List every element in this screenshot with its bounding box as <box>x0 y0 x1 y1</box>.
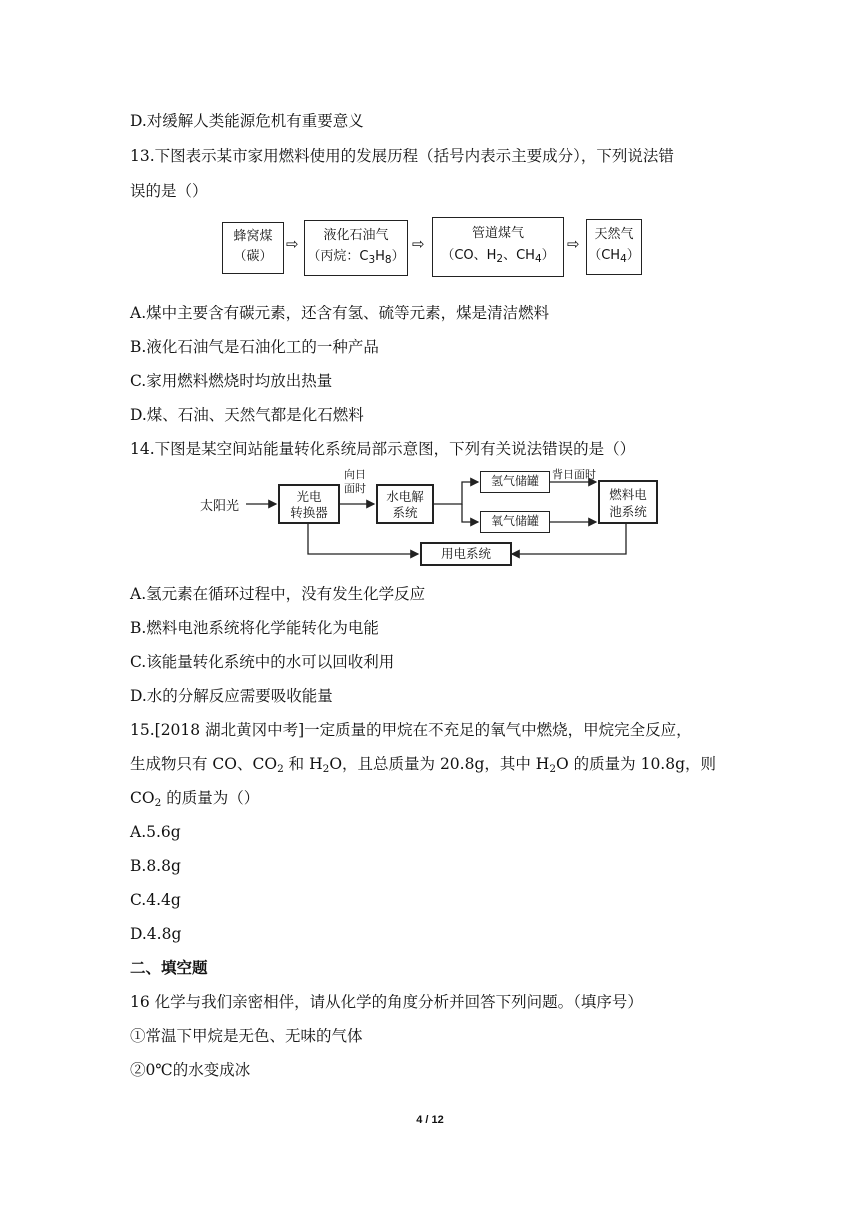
subscript: 4 <box>620 253 627 265</box>
q15-stem-cont <box>130 753 716 780</box>
oxygen-tank-box: 氧气储罐 <box>480 511 550 533</box>
q16-item-1: ①常温下甲烷是无色、无味的气体 <box>130 1027 363 1045</box>
q13-stem-cont: 误的是（） <box>130 182 208 200</box>
q16-item-2: ②0℃的水变成冰 <box>130 1061 251 1079</box>
pv-converter-label-1: 光电 <box>296 489 322 504</box>
q15-text-2: 和 H <box>283 755 323 773</box>
page-number: 4 / 12 <box>416 1114 444 1126</box>
pv-converter-box <box>278 484 340 524</box>
fuel-cell-label-2: 池系统 <box>609 504 647 519</box>
q13-stem: 13.下图表示某市家用燃料使用的发展历程（括号内表示主要成分），下列说法错 <box>130 147 674 165</box>
fuel-box-lpg-name: 液化石油气 <box>323 228 389 243</box>
q15-option-d: D.4.8g <box>130 925 182 943</box>
q15-stem-end <box>130 787 259 814</box>
q15-option-b: B.8.8g <box>130 857 181 875</box>
sunward-label-1: 向日 <box>344 468 366 481</box>
q14-option-d: D.水的分解反应需要吸收能量 <box>130 687 333 705</box>
q14-stem: 14.下图是某空间站能量转化系统局部示意图，下列有关说法错误的是（） <box>130 440 636 458</box>
fuel-box-natural-gas <box>586 219 642 275</box>
subscript: 2 <box>277 763 284 775</box>
arrow-right-icon: ⇨ <box>567 235 580 253</box>
electrolysis-label-2: 系统 <box>392 505 418 520</box>
fuel-cell-box <box>598 480 658 524</box>
sunlight-label: 太阳光 <box>200 499 240 514</box>
fuel-cell-label-1: 燃料电 <box>609 487 647 502</box>
station-diagram <box>198 466 647 570</box>
q16-stem: 16 化学与我们亲密相伴，请从化学的角度分析并回答下列问题。（填序号） <box>130 993 643 1011</box>
fuel-box-town-gas-name: 管道煤气 <box>471 226 524 241</box>
sunward-label <box>344 468 366 496</box>
formula-part: ） <box>541 248 555 263</box>
formula-part: 、CH <box>503 248 535 263</box>
q15-option-a: A.5.6g <box>130 823 181 841</box>
q13-option-c: C.家用燃料燃烧时均放出热量 <box>130 372 333 390</box>
formula-part: ） <box>626 248 640 263</box>
pv-converter-label-2: 转换器 <box>290 505 328 520</box>
sunward-label-2: 面时 <box>344 482 366 495</box>
fuel-box-town-gas-component: （CO、H <box>441 248 497 263</box>
section-heading: 二、填空题 <box>130 958 208 977</box>
arrow-right-icon: ⇨ <box>286 235 299 253</box>
power-use-box: 用电系统 <box>420 542 512 566</box>
fuel-diagram <box>222 215 642 279</box>
subscript: 8 <box>384 254 392 266</box>
q13-option-b: B.液化石油气是石油化工的一种产品 <box>130 338 379 356</box>
q13-option-a: A.煤中主要含有碳元素，还含有氢、硫等元素，煤是清洁燃料 <box>130 304 550 322</box>
fuel-box-lpg-component: （丙烷：C <box>307 249 369 264</box>
fuel-box-coal-name: 蜂窝煤 <box>233 229 273 244</box>
q15-text-5: CO <box>130 789 155 807</box>
q15-text-6: 的质量为（） <box>161 789 260 807</box>
fuel-box-lpg <box>304 220 408 276</box>
fuel-box-natural-gas-component: （CH <box>588 248 621 263</box>
fuel-box-town-gas <box>432 217 564 277</box>
q15-text-3: O，且总质量为 20.8g，其中 H <box>329 755 550 773</box>
q13-option-d: D.煤、石油、天然气都是化石燃料 <box>130 406 364 424</box>
shadow-side-label: 背日面时 <box>552 468 596 481</box>
electrolysis-label-1: 水电解 <box>386 489 424 504</box>
q12-option-d: D.对缓解人类能源危机有重要意义 <box>130 112 364 130</box>
arrow-right-icon: ⇨ <box>412 235 425 253</box>
subscript: 2 <box>496 253 504 265</box>
q14-option-c: C.该能量转化系统中的水可以回收利用 <box>130 653 395 671</box>
fuel-box-natural-gas-name: 天然气 <box>594 227 634 242</box>
fuel-box-coal-component: （碳） <box>233 249 273 264</box>
q15-stem: 15.[2018 湖北黄冈中考]一定质量的甲烷在不充足的氧气中燃烧，甲烷完全反应， <box>130 721 692 739</box>
q14-option-a: A.氢元素在循环过程中，没有发生化学反应 <box>130 585 426 603</box>
q15-text-4: O 的质量为 10.8g，则 <box>556 755 717 773</box>
subscript: 2 <box>154 797 162 809</box>
q14-option-b: B.燃料电池系统将化学能转化为电能 <box>130 619 379 637</box>
formula-part: H <box>375 249 385 264</box>
q15-text-1: 生成物只有 CO、CO <box>130 755 278 773</box>
q15-option-c: C.4.4g <box>130 891 181 909</box>
subscript: 3 <box>368 254 376 266</box>
subscript: 4 <box>534 253 542 265</box>
hydrogen-tank-box: 氢气储罐 <box>480 471 550 493</box>
subscript: 2 <box>322 763 330 775</box>
electrolysis-box <box>376 484 434 524</box>
subscript: 2 <box>549 763 557 775</box>
fuel-box-coal <box>222 222 284 274</box>
formula-part: ） <box>391 249 405 264</box>
